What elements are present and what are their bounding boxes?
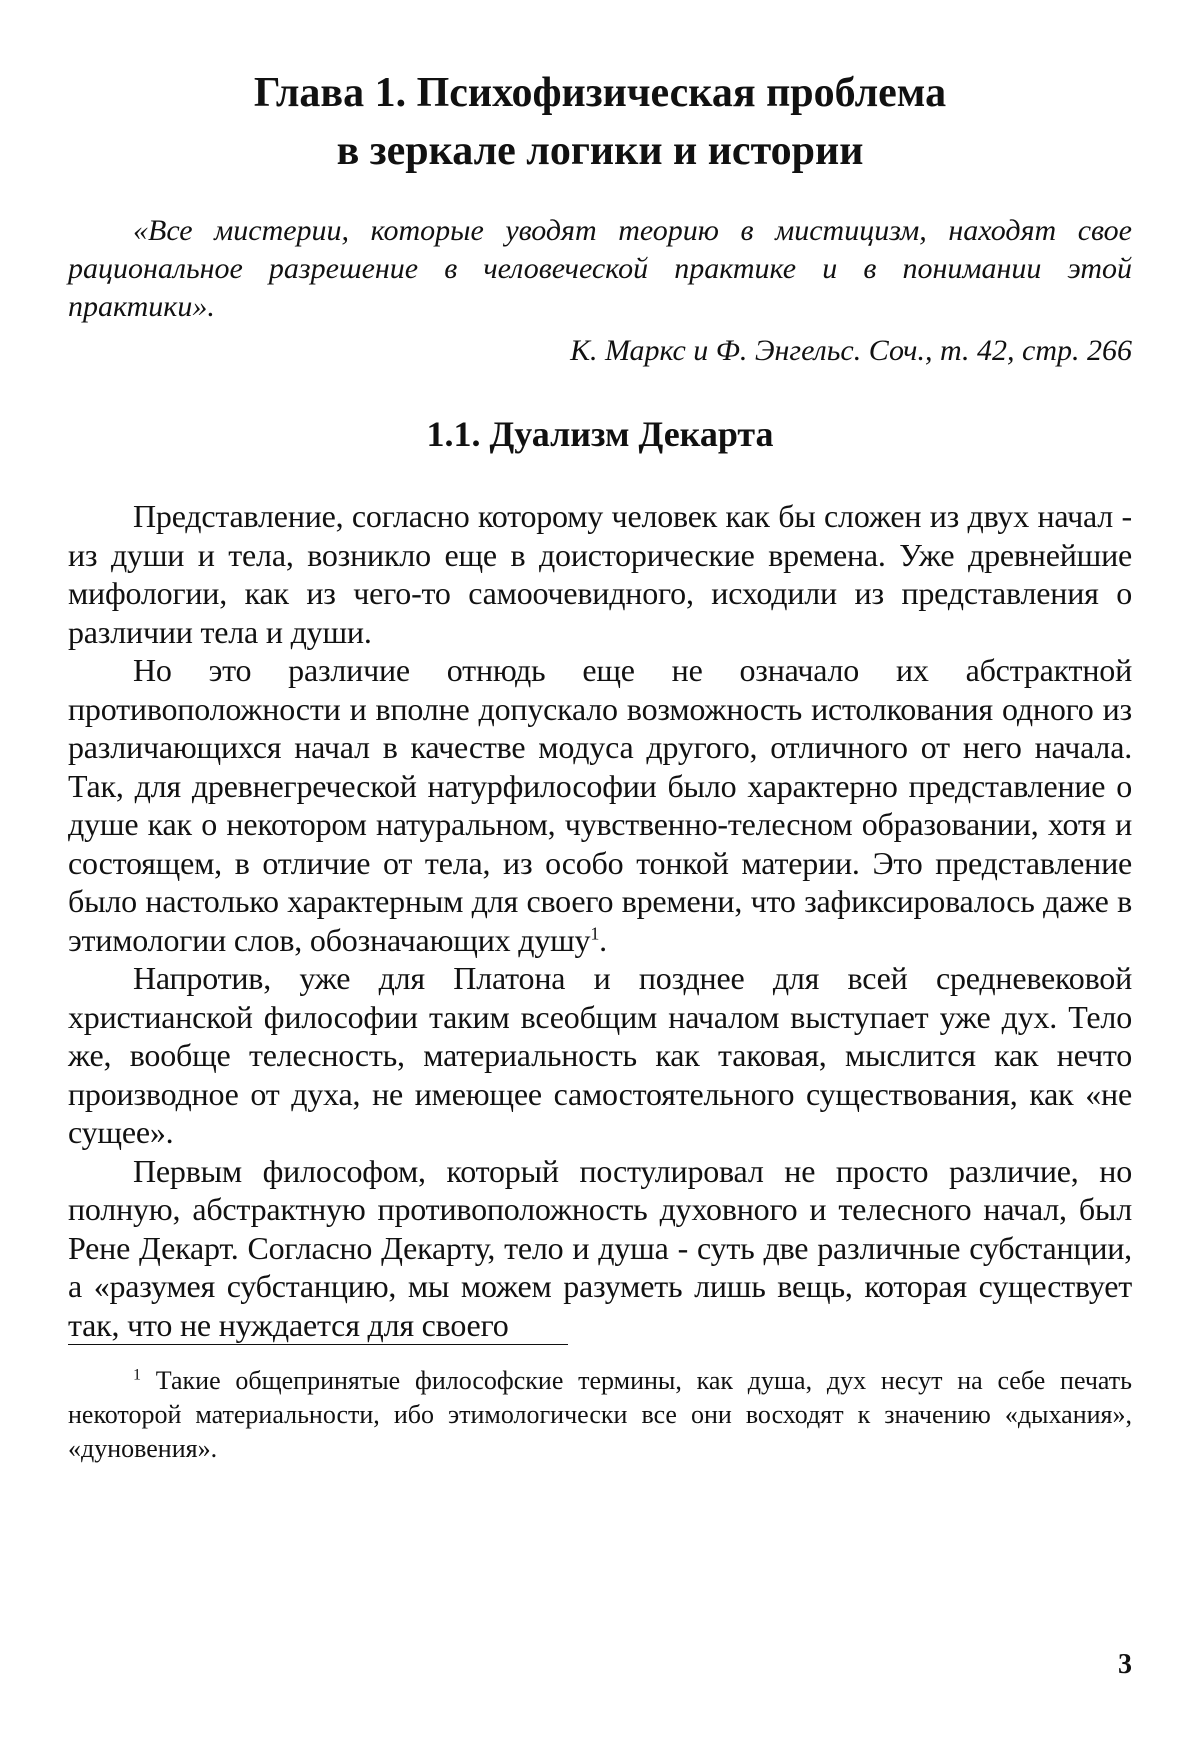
epigraph-source: К. Маркс и Ф. Энгельс. Соч., т. 42, стр. 266 <box>570 334 1132 367</box>
paragraph-4: Первым философом, который постулировал не просто различие, но полную, абстрактную противоположность духовного и телесного начал, был Рене Декарт. Согласно Декарту, тело и душа - суть две различные субстанции, а «разумея субстанцию, мы можем разуметь лишь вещь, которая существует так, что не нуждается для своего <box>68 1152 1132 1343</box>
footnote <box>68 1364 1132 1466</box>
chapter-title-line-1: Глава 1. Психофизическая проблема <box>253 70 947 116</box>
footnote-number: 1 <box>133 1366 141 1384</box>
section-title: 1.1. Дуализм Декарта <box>426 414 774 454</box>
chapter-title <box>68 64 1132 180</box>
footnote-reference: 1 <box>590 922 600 943</box>
paragraph-2 <box>68 651 1132 959</box>
paragraph-3: Напротив, уже для Платона и позднее для всей средневековой христианской философии таким всеобщим началом выступает уже дух. Тело же, вообще телесность, материальность как таковая, мыслится как нечто производное от духа, не имеющее самостоятельного существования, как «не сущее». <box>68 960 1132 1150</box>
paragraph-1: Представление, согласно которому человек как бы сложен из двух начал - из души и тела, возникло еще в доисторические времена. Уже древнейшие мифологии, как из чего-то самоочевидного, исходили из представления о различии тела и души. <box>68 498 1132 650</box>
main-text <box>68 497 1132 1344</box>
footnote-divider <box>68 1344 568 1345</box>
footnote-text: Такие общепринятые философские термины, как душа, дух несут на себе печать некоторой материальности, ибо этимологически все они восходят к значению «дыхания», «дуновения». <box>68 1366 1132 1463</box>
book-page <box>68 0 1132 1742</box>
paragraph-2-text: Но это различие отнюдь еще не означало их абстрактной противоположности и вполне допускало возможность истолкования одного из различающихся начал в качестве модуса другого, отличного от него начала. Так, для древнегреческой натурфилософии было характерно представление о душе как о некотором натуральном, чувственно-телесном образовании, хотя и состоящем, в отличие от тела, из особо тонкой материи. Это представление было настолько характерным для своего времени, что зафиксировалось даже в этимологии слов, обозначающих душу <box>68 652 1132 958</box>
chapter-title-line-2: в зеркале логики и истории <box>336 128 864 174</box>
paragraph-2-end: . <box>599 921 607 958</box>
page-number: 3 <box>1118 1649 1132 1680</box>
epigraph-quote: «Все мистерии, которые уводят теорию в мистицизм, находят свое рациональное разрешение в человеческой практике и в понимании этой практики». <box>68 214 1132 323</box>
